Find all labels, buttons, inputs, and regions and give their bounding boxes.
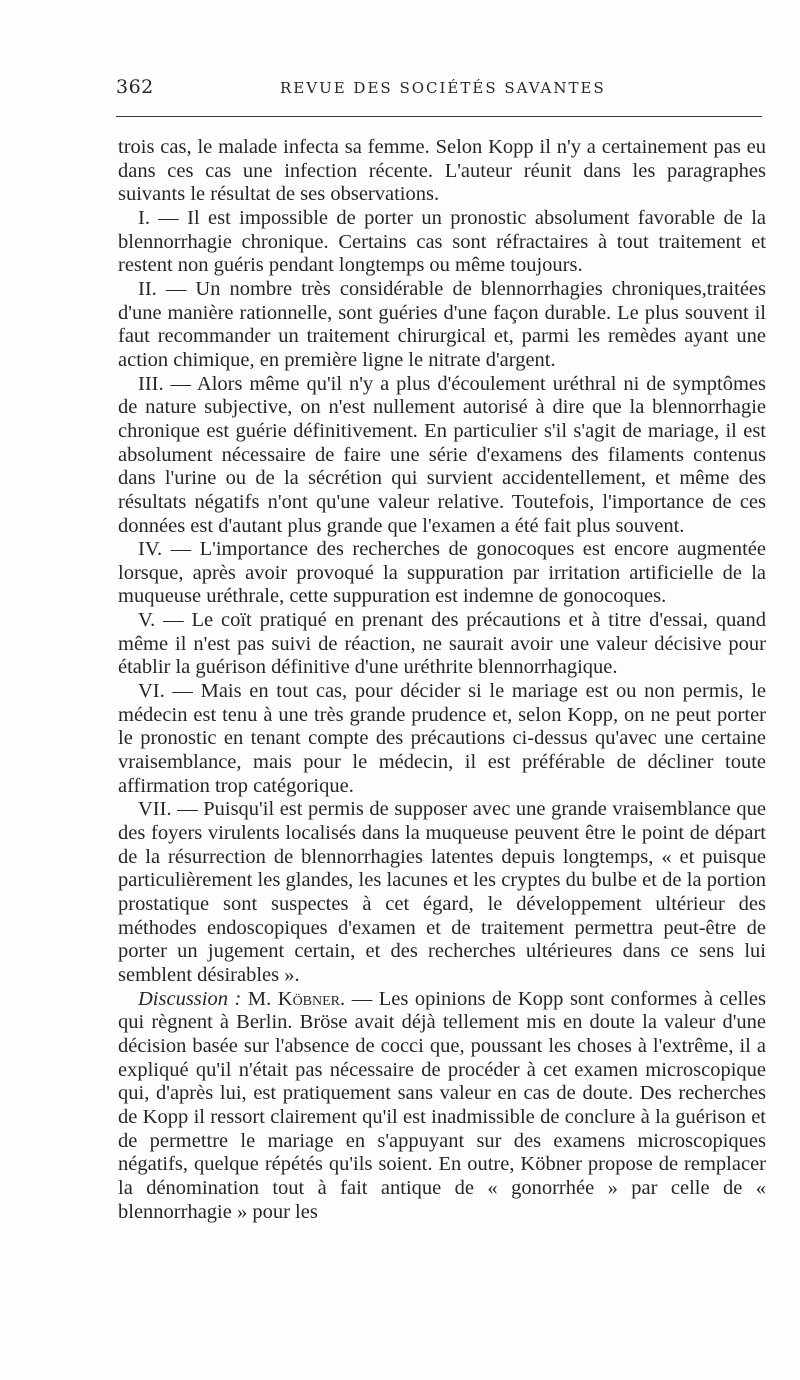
running-title: REVUE DES SOCIÉTÉS SAVANTES bbox=[280, 79, 606, 97]
page-header bbox=[116, 76, 762, 106]
page-number: 362 bbox=[116, 76, 154, 98]
paragraph-point-5: V. — Le coït pratiqué en prenant des précautions et à titre d'essai, quand même il n'est pas suivi de réaction, ne saurait avoir une valeur décisive pour établir la guérison définitive d'une uréthrite blennorrhagique. bbox=[118, 609, 766, 679]
header-rule bbox=[116, 116, 762, 117]
paragraph-point-2: II. — Un nombre très considérable de blennorrhagies chroniques,traitées d'une manière rationnelle, sont guéries d'une façon durable. Le plus souvent il faut recommander un traitement chirurgical et, parmi les remèdes ayant une action chimique, en première ligne le nitrate d'argent. bbox=[118, 277, 766, 371]
paragraph-continuation: trois cas, le malade infecta sa femme. Selon Kopp il n'y a certainement pas eu dans ces cas une infection récente. L'auteur réunit dans les paragraphes suivants le résultat de ses observations. bbox=[118, 136, 766, 206]
discussion-speaker: Köbner. bbox=[277, 987, 346, 1010]
paragraph-point-1: I. — Il est impossible de porter un pronostic absolument favorable de la blennorrhagie chronique. Certains cas sont réfractaires à tout traitement et restent non guéris pendant longtemps ou même toujours. bbox=[118, 206, 766, 277]
discussion-speaker-prefix: M. bbox=[247, 987, 272, 1010]
paragraph-point-3: III. — Alors même qu'il n'y a plus d'écoulement uréthral ni de symptômes de nature subjective, on n'est nullement autorisé à dire que la blennorrhagie chronique est guérie définitivement. En particulier s'il s'agit de mariage, il est absolument nécessaire de faire une série d'examens des filaments contenus dans l'urine ou de la sécrétion qui survient accidentellement, et même des résultats négatifs n'ont qu'une valeur relative. Toutefois, l'importance de ces données est d'autant plus grande que l'examen a été fait plus souvent. bbox=[118, 372, 766, 537]
discussion-text: — Les opinions de Kopp sont conformes à celles qui règnent à Berlin. Bröse avait déjà tellement mis en doute la valeur d'une décision basée sur l'absence de cocci que, poussant les choses à l'extrême, il a expliqué qu'il n'était pas nécessaire de procéder à cet examen microscopique qui, d'après lui, est pratiquement sans valeur en cas de doute. Des recherches de Kopp il ressort clairement qu'il est inadmissible de conclure à la guérison et de permettre le mariage en s'appuyant sur des examens microscopiques négatifs, quelque répétés qu'ils soient. En outre, Köbner propose de remplacer la dénomination tout à fait antique de « gonorrhée » par celle de « blennorrhagie » pour les bbox=[118, 987, 766, 1223]
paragraph-point-7: VII. — Puisqu'il est permis de supposer avec une grande vraisemblance que des foyers virulents localisés dans la muqueuse peuvent être le point de départ de la résurrection de blennorrhagies latentes depuis longtemps, « et puisque particulièrement les glandes, les lacunes et les cryptes du bulbe et de la portion prostatique sont suspectes à cet égard, le développement ultérieur des méthodes endoscopiques d'examen et de traitement permettra peut-être de porter un jugement certain, et des recherches ultérieures dans ce sens lui semblent désirables ». bbox=[118, 798, 766, 986]
paragraph-point-6: VI. — Mais en tout cas, pour décider si le mariage est ou non permis, le médecin est tenu à une très grande prudence et, selon Kopp, on ne peut porter le pronostic en tenant compte des précautions ci-dessus qu'avec une certaine vraisemblance, mais pour le médecin, il est préférable de décliner toute affirmation trop catégorique. bbox=[118, 680, 766, 797]
discussion-label: Discussion : bbox=[138, 987, 242, 1010]
body-text bbox=[118, 136, 766, 1224]
paragraph-point-4: IV. — L'importance des recherches de gonocoques est encore augmentée lorsque, après avoir provoqué la suppuration par irritation artificielle de la muqueuse uréthrale, cette suppuration est indemne de gonocoques. bbox=[118, 538, 766, 608]
discussion-paragraph bbox=[118, 988, 766, 1225]
